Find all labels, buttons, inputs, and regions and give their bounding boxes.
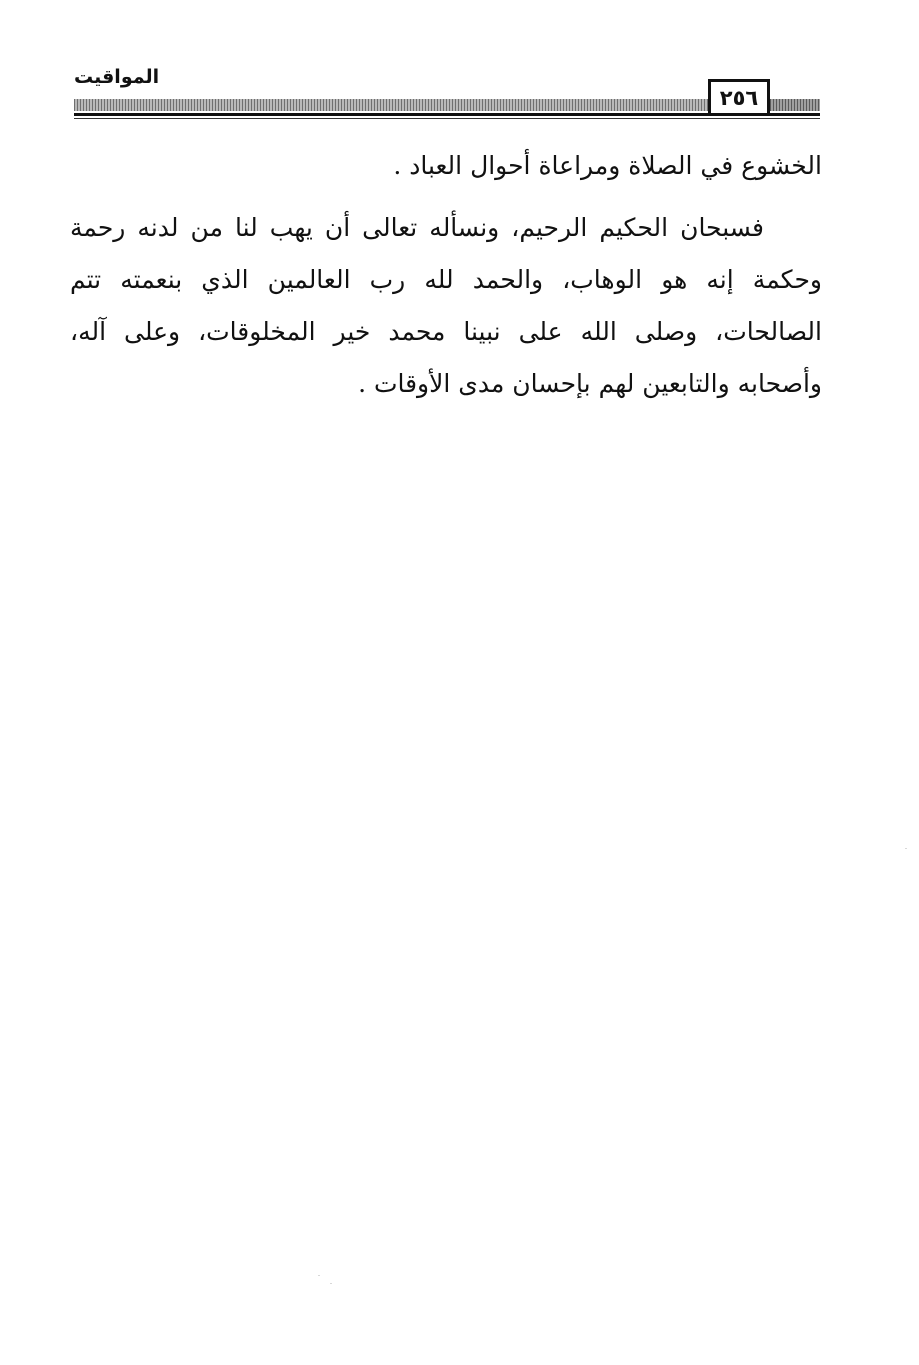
body-text xyxy=(70,140,822,410)
header-bar-cap xyxy=(770,99,820,111)
page-number: ٢٥٦ xyxy=(708,79,770,113)
scan-speck xyxy=(905,848,907,849)
paragraph-1: الخشوع في الصلاة ومراعاة أحوال العباد . xyxy=(393,151,822,180)
scan-speck xyxy=(330,1283,332,1284)
header-rule-thin xyxy=(74,118,820,119)
running-title: المواقيت xyxy=(74,66,160,88)
header-rule xyxy=(74,113,820,116)
scan-speck xyxy=(318,1275,320,1276)
paragraph-2: فسبحان الحكيم الرحيم، ونسأله تعالى أن يهب لنا من لدنه رحمة وحكمة إنه هو الوهاب، والحمد لله رب العالمين الذي بنعمته تتم الصالحات، وصلى الله على نبينا محمد خير المخلوقات، وعلى آله، وأصحابه والتابعين لهم بإحسان مدى الأوقات . xyxy=(70,213,822,398)
